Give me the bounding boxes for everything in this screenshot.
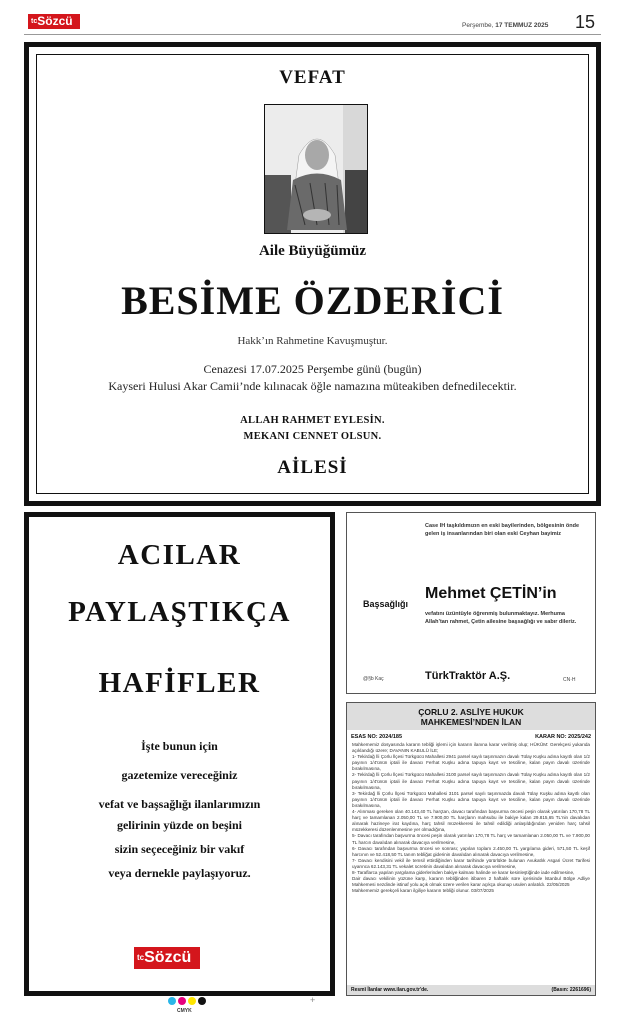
deceased-name: BESİME ÖZDERİCİ bbox=[121, 278, 504, 323]
sozcu-logo-small: $^{tc}$Sözcü bbox=[134, 947, 200, 969]
passing-note: Hakk’ın Rahmetine Kavuşmuştur. bbox=[237, 335, 388, 347]
issue-date: Perşembe, 17 TEMMUZ 2025 bbox=[462, 22, 549, 29]
sozcu-logo: $^{tc}$Sözcü bbox=[28, 14, 80, 29]
condolence-logo-right: CN·H bbox=[563, 677, 576, 683]
obituary-inner-frame bbox=[36, 54, 589, 494]
obituary-title: VEFAT bbox=[279, 67, 346, 88]
condolence-name: Mehmet ÇETİN’in bbox=[425, 585, 557, 602]
court-notice bbox=[346, 702, 596, 996]
magenta-dot bbox=[178, 997, 186, 1005]
deceased-photo bbox=[264, 104, 368, 234]
yellow-dot bbox=[188, 997, 196, 1005]
obituary-ad bbox=[24, 42, 601, 506]
cmyk-label: CMYK bbox=[177, 1008, 192, 1014]
cyan-dot bbox=[168, 997, 176, 1005]
header-divider bbox=[24, 34, 601, 35]
condolence-intro: Case IH taşkıldımızın en eski bayilerinden, bölgesinin önde gelen iş insanlarından biri olan eski Ceyhan bayimiz bbox=[425, 523, 580, 537]
condolence-ad bbox=[346, 512, 596, 694]
prayer-text: ALLAH RAHMET EYLESİN. MEKANI CENNET OLSUN. bbox=[240, 415, 385, 442]
notice-paragraph: Dair davacı vekilinin yüzüne karşı, kararın tebliğinden itibaren 2 haftalık süre içerisinde İstanbul Bölge Adliye Mahkemesi nezdinde istinaf yolu açık olmak üzere verilen karar açıkça okunup usulen anlatıldı. 22/05/2025 bbox=[352, 876, 590, 888]
notice-paragraph: 5- Davacı tarafından başvurma öncesi peşin olarak yatırılan 170,78 TL harç ve tamamlanan 2.050,00 TL ve 7.900,00 TL harcın davalıdan alınarak davacıya verilmesine, bbox=[352, 833, 590, 845]
black-dot bbox=[198, 997, 206, 1005]
notice-paragraph: 7- Davacı kendisini vekil ile temsil ettirdiğinden karar tarihinde yürürlükte bulunan Avukatlık Asgari Ücret Tarifesi uyarınca 62.143,31 TL vekalet ücretinin davalıdan alınarak davacıya verilmesine, bbox=[352, 857, 590, 869]
promo-ad: ACILAR PAYLAŞTIKÇA HAFİFLER İşte bunun için gazetemize vereceğiniz vefat ve başsağlığı ilanlarımızın gelirinin yüzde on beşini sizin seçeceğiniz bir vakıf veya dernekle paylaşıyoruz. $^{tc}$Sözcü bbox=[24, 512, 335, 996]
page-number: 15 bbox=[575, 12, 596, 32]
court-notice-body bbox=[352, 742, 590, 984]
court-notice-title: ÇORLU 2. ASLİYE HUKUK MAHKEMESİ’NDEN İLAN bbox=[347, 703, 595, 730]
notice-paragraph: Mahkememiz dosyasında kararın tebliği işlemi için kararın ilanına karar verilmiş olup; HÜKÜM: Gerekçesi yukarıda açıklandığı üzere; DAVANIN KABULÜ İLE; bbox=[352, 742, 590, 754]
case-numbers: ESAS NO: 2024/185 KARAR NO: 2025/242 bbox=[351, 734, 591, 740]
notice-paragraph: Mahkememiz gerekçeli kararı ilgiliye kararın tebliği olunur. 03/07/2025 bbox=[352, 888, 494, 894]
condolence-body: vefatını üzüntüyle öğrenmiş bulunmaktayız. Merhuma Allah’tan rahmet, Çetin ailesine başsağlığı ve sabır dileriz. bbox=[425, 611, 577, 625]
registration-cross-icon: + bbox=[310, 995, 316, 1005]
company-name: TürkTraktör A.Ş. bbox=[425, 670, 511, 682]
funeral-info: Cenazesi 17.07.2025 Perşembe günü (bugün) Kayseri Hulusi Akar Camii’nde kılınacak öğle namazına müteakiben defnedilecektir. bbox=[108, 362, 517, 393]
promo-headline-line1: ACILAR bbox=[117, 539, 242, 571]
notice-paragraph: 4- Alınması gereken olan 40.143,40 TL harçtan, davacı tarafından başvurma öncesi peşin olarak yatırılan 170,78 TL harç ve tamamlanan 2.050,00 TL ve 7.900,00 TL harçların mahsubu ile bakiye kalan 29.815,65 TL'nin davalıdan alınarak hazineye irat kaydına, harç tahsil müzekkeresi ile tahsil edildiği anlaşıldığından yeniden harç tahsil müzekkeresi düzenlenmesine yer olmadığına, bbox=[352, 809, 590, 833]
notice-paragraph: 6- Davacı tarafından başvurma öncesi ve sonrası; yapılan toplam 2.450,00 TL yargılama gideri, 571,50 TL keşif harcının ve 52.418,50 TL tanım tebliğat giderinin davalıdan alınarak davacıya verilmesine, bbox=[352, 845, 590, 857]
notice-paragraph: 1- Tekirdağ İli Çorlu İlçesi Türkgücü Mahallesi 2941 parsel sayılı taşınmazın davalı Tülay Kuşku adına kayıtlı olan 1/2 payının 1/4'ünün iptali ile davacı Ferhat Kuşku adına tapuya kayıt ve tesciline, kalan payın davalı üzerinde bırakılmasına, bbox=[352, 754, 590, 772]
relation-label: Aile Büyüğümüz bbox=[258, 243, 367, 259]
promo-headline-line2: PAYLAŞTIKÇA bbox=[68, 596, 291, 628]
promo-headline-line3: HAFİFLER bbox=[98, 667, 261, 699]
notice-paragraph: 3- Tekirdağ İli Çorlu İlçesi Türkgücü Mahallesi 3101 parsel sayılı taşınmazda davalı Tülay Kuşku adına kayıtlı olan payının 1/4'ünün iptali ile davacı Ferhat Kuşku adına tapuya kayıt ve tesciline, kalan payın davalı üzerinde bırakılmasına, bbox=[352, 790, 590, 808]
condolence-label: Başsağlığı bbox=[363, 599, 409, 609]
notice-paragraph: 2- Tekirdağ İli Çorlu İlçesi Türkgücü Mahallesi 3100 parsel sayılı taşınmazın davalı Tülay Kuşku adına kayıtlı olan 1/2 payının 1/4'ünün iptali ile davacı Ferhat Kuşku adına tapuya kayıt ve tesciline, kalan payın davalı üzerinde bırakılmasına, bbox=[352, 772, 590, 790]
family-signature: AİLESİ bbox=[277, 457, 348, 478]
court-notice-footer: Resmî İlanlar www.ilan.gov.tr'de. (Basın: 2261696) bbox=[347, 985, 595, 995]
notice-paragraph: 8- Taraflarca yapılan yargılama giderlerinden bakiye kalması halinde ve karar kesinleştiğinde iade edilmesine, bbox=[352, 869, 575, 875]
condolence-logo-left: @§b Kaç bbox=[363, 676, 384, 682]
